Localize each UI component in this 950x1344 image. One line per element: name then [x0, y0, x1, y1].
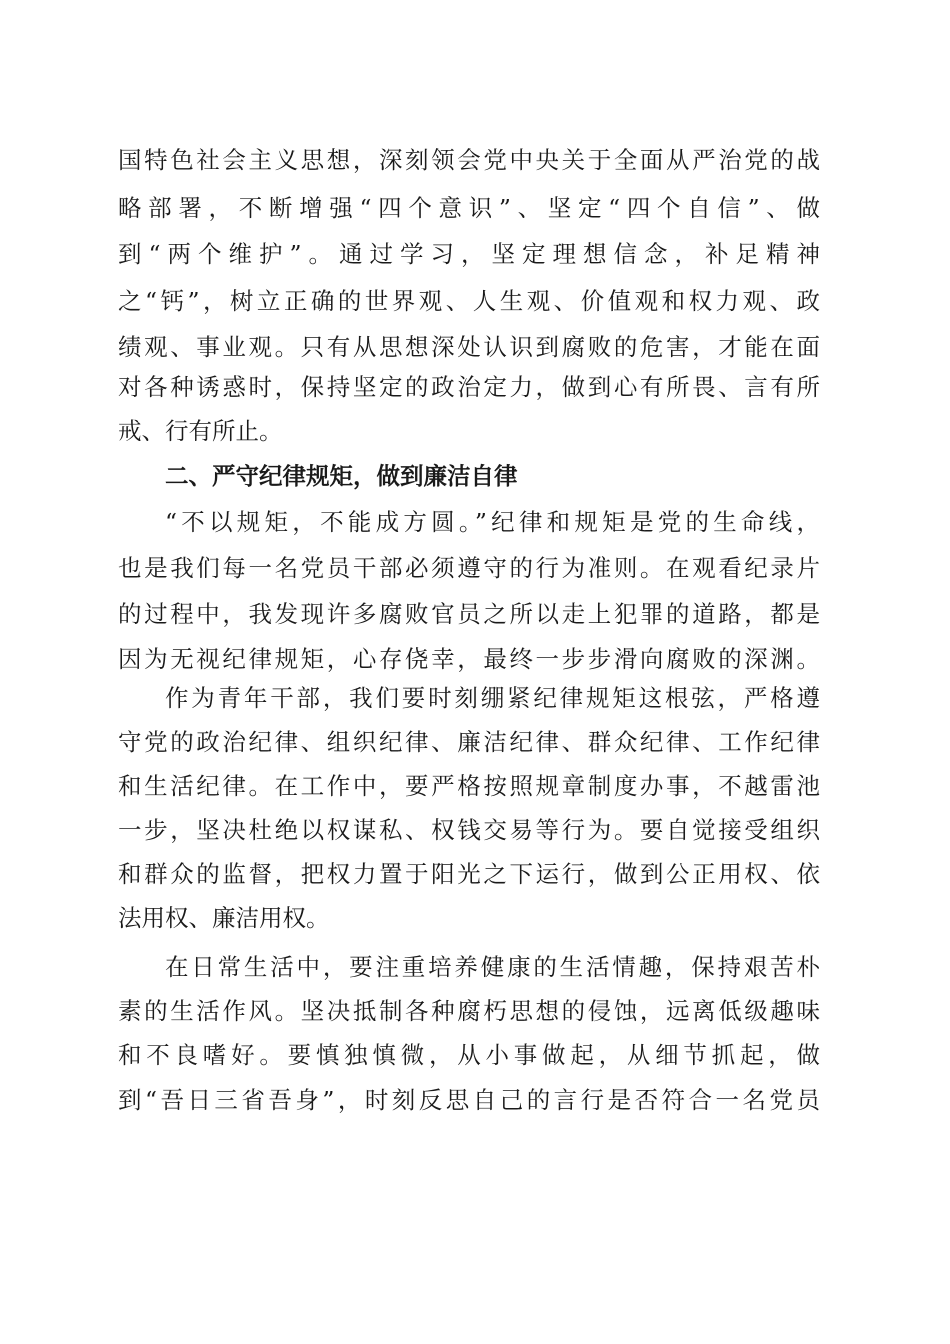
paragraph-line: 和生活纪律。在工作中，要严格按照规章制度办事，不越雷池: [118, 772, 820, 800]
paragraph-line: 在日常生活中，要注重培养健康的生活情趣，保持艰苦朴: [165, 953, 820, 981]
paragraph-line: 守党的政治纪律、组织纪律、廉洁纪律、群众纪律、工作纪律: [118, 728, 820, 756]
paragraph-line: 到“两个维护”。通过学习，坚定理想信念，补足精神: [118, 240, 820, 268]
section-heading: 二、严守纪律规矩，做到廉洁自律: [165, 462, 518, 490]
paragraph-line: “不以规矩，不能成方圆。”纪律和规矩是党的生命线，: [165, 508, 820, 536]
paragraph-line: 略部署，不断增强“四个意识”、坚定“四个自信”、做: [118, 194, 820, 222]
paragraph-line: 作为青年干部，我们要时刻绷紧纪律规矩这根弦，严格遵: [165, 684, 820, 712]
paragraph-line: 和不良嗜好。要慎独慎微，从小事做起，从细节抓起，做: [118, 1041, 820, 1069]
paragraph-line: 国特色社会主义思想，深刻领会党中央关于全面从严治党的战: [118, 146, 820, 174]
paragraph-line: 也是我们每一名党员干部必须遵守的行为准则。在观看纪录片: [118, 554, 820, 582]
paragraph-line: 绩观、事业观。只有从思想深处认识到腐败的危害，才能在面: [118, 333, 820, 361]
paragraph-line: 对各种诱惑时，保持坚定的政治定力，做到心有所畏、言有所: [118, 373, 820, 401]
paragraph-line: 素的生活作风。坚决抵制各种腐朽思想的侵蚀，远离低级趣味: [118, 997, 820, 1025]
paragraph-line: 法用权、廉洁用权。: [118, 904, 330, 932]
paragraph-line: 戒、行有所止。: [118, 417, 283, 445]
paragraph-line: 到“吾日三省吾身”，时刻反思自己的言行是否符合一名党员: [118, 1086, 820, 1114]
paragraph-line: 和群众的监督，把权力置于阳光之下运行，做到公正用权、依: [118, 860, 820, 888]
paragraph-line: 的过程中，我发现许多腐败官员之所以走上犯罪的道路，都是: [118, 600, 820, 628]
paragraph-line: 一步，坚决杜绝以权谋私、权钱交易等行为。要自觉接受组织: [118, 816, 820, 844]
paragraph-line: 之“钙”，树立正确的世界观、人生观、价值观和权力观、政: [118, 287, 820, 315]
paragraph-line: 因为无视纪律规矩，心存侥幸，最终一步步滑向腐败的深渊。: [118, 645, 820, 673]
